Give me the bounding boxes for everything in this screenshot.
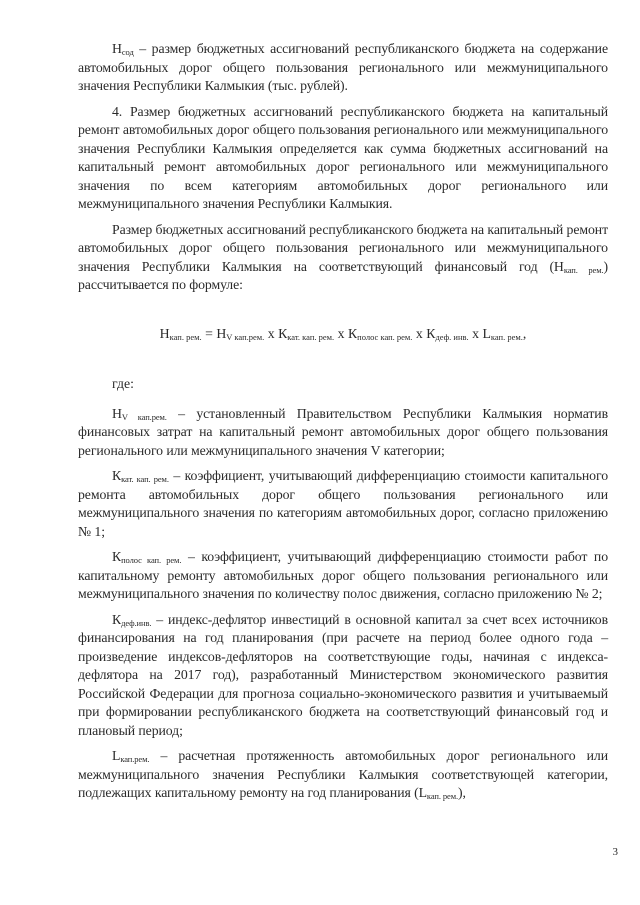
paragraph-text-end: ) рассчитывается по формуле: — [78, 258, 608, 292]
formula-term: х К — [412, 325, 436, 341]
paragraph-formula-intro — [78, 221, 608, 295]
symbol: L — [112, 748, 121, 763]
formula-term: х К — [264, 325, 288, 341]
symbol: К — [112, 611, 122, 627]
definition-category-coefficient — [78, 467, 608, 541]
formula-term: = Н — [201, 325, 227, 341]
subscript: полос кап. рем. — [121, 555, 182, 565]
subscript: кап. рем. — [563, 264, 604, 275]
formula-term: , — [522, 325, 527, 341]
formula-subscript: кат. кап. рем. — [287, 331, 335, 342]
symbol: К — [112, 468, 122, 483]
definition-lanes-coefficient — [78, 548, 608, 604]
formula — [78, 325, 608, 343]
subscript: кап. рем. — [426, 791, 459, 801]
formula-term: х L — [468, 325, 491, 341]
formula-subscript: кап. рем. — [169, 331, 202, 342]
where-label: где: — [112, 375, 134, 391]
formula-term: х К — [334, 325, 358, 341]
page-number: 3 — [612, 846, 618, 858]
paragraph-text: – размер бюджетных ассигнований республиканского бюджета на содержание автомобильных дорог общего пользования регионального или межмуниципального значения Республики Калмыкия (тыс. рублей). — [78, 41, 608, 93]
definition-text: – индекс-дефлятор инвестиций в основной капитал за счет всех источников финансирования на год планирования (при расчете на период более одного года – произведение индексов-дефляторов на соответствующие годы, начиная с индекса-дефлятора на 2017 год), разработанный Министерством экономического развития Российской Федерации для прогноза социально-экономического развития и учитываемый при формировании республиканского бюджета на соответствующий финансовый год и плановый период; — [78, 611, 608, 738]
definition-text: – расчетная протяженность автомобильных дорог регионального или межмуниципального значения Республики Калмыкия соответствующей категории, подлежащих капитальному ремонту на год планирования (L — [78, 748, 608, 800]
definition-text: – коэффициент, учитывающий дифференциацию стоимости капитального ремонта автомобильных дорог общего пользования регионального или межмуниципального значения по категориям автомобильных дорог, согласно приложению № 1; — [78, 468, 608, 539]
paragraph-text: 4. Размер бюджетных ассигнований республиканского бюджета на капитальный ремонт автомобильных дорог общего пользования регионального или межмуниципального значения Республики Калмыкия определяется как сумма бюджетных ассигнований на капитальный ремонт автомобильных дорог регионального или межмуниципального значения по всем категориям автомобильных дорог регионального или межмуниципального значения Республики Калмыкия. — [78, 103, 608, 211]
definition-text: – установленный Правительством Республики Калмыкия норматив финансовых затрат на капитальный ремонт автомобильных дорог общего пользования регионального или межмуниципального значения V категории; — [78, 405, 608, 458]
definition-deflator — [78, 611, 608, 741]
definition-length — [78, 747, 608, 803]
paragraph-n-sod — [78, 40, 608, 96]
formula-subscript: кап. рем. — [490, 331, 523, 342]
definition-text: – коэффициент, учитывающий дифференциацию стоимости работ по капитальному ремонту автомобильных дорог общего пользования регионального или межмуниципального значения по количеству полос движения, согласно приложению № 2; — [78, 549, 609, 601]
formula-subscript: V кап.рем. — [226, 331, 265, 342]
definition-norm — [78, 405, 608, 461]
symbol: К — [112, 549, 122, 564]
symbol: Н — [112, 405, 122, 421]
paragraph-capital-repair-size — [78, 103, 608, 214]
symbol: Н — [112, 41, 122, 56]
formula-term: Н — [159, 325, 170, 341]
subscript: V кап.рем. — [121, 411, 167, 422]
formula-subscript: полос кап. рем. — [357, 331, 413, 342]
subscript: деф.инв. — [121, 617, 152, 628]
paragraph-text: Размер бюджетных ассигнований республиканского бюджета на капитальный ремонт автомобильных дорог общего пользования регионального или межмуниципального значения Республики Калмыкия на соответствующий финансовый год (Н — [78, 221, 608, 274]
subscript: кап.рем. — [120, 754, 150, 764]
formula-subscript: деф. инв. — [435, 331, 469, 342]
subscript: кат. кап. рем. — [121, 474, 169, 484]
definition-text-end: ), — [458, 785, 466, 800]
subscript: сод — [121, 47, 134, 57]
